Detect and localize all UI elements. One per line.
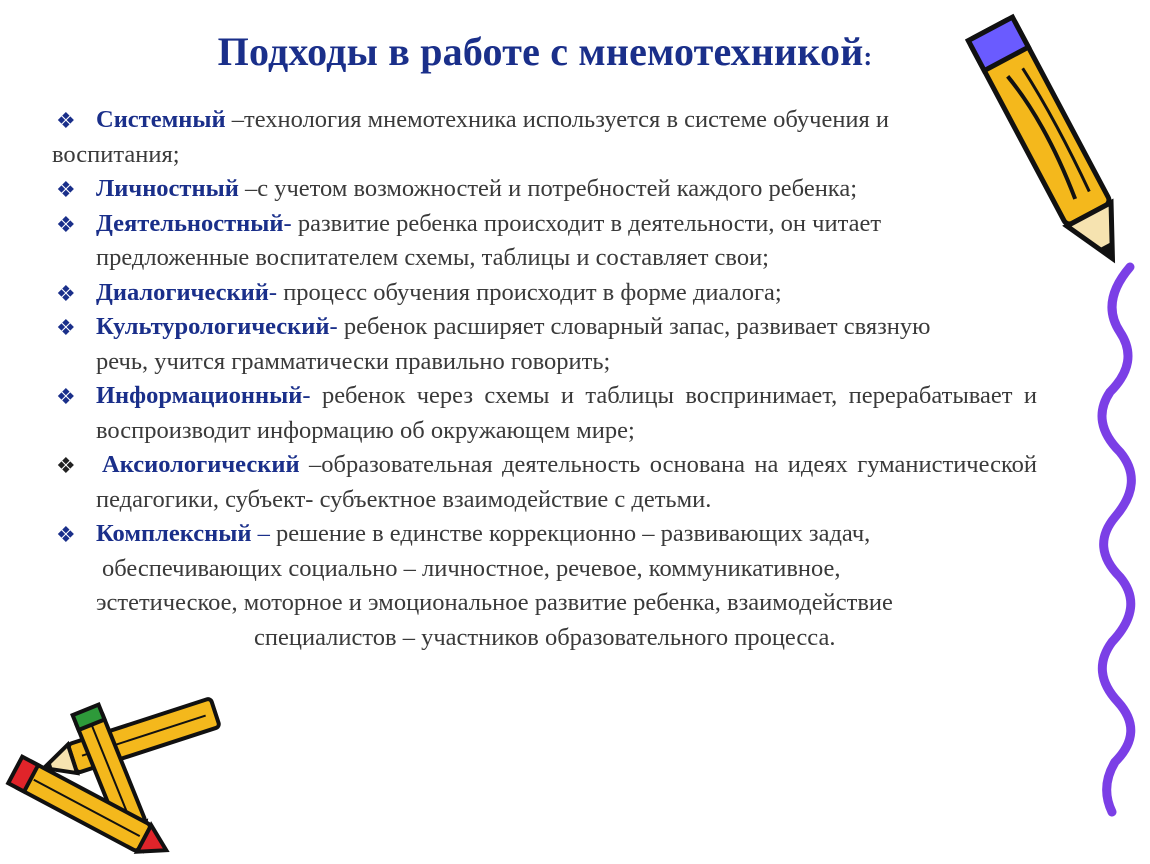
slide-title [0,28,1090,75]
slide-title-colon: : [863,42,873,71]
text-cultural: ребенок расширяет словарный запас, развивает связную речь, учится грамматически правильно говорить; [96,313,931,375]
dash-dialogic: - [268,278,284,306]
term-complex: Комплексный [96,520,252,547]
list-item-cultural [52,310,976,379]
list-item-informational [52,379,1037,448]
dash-informational: - [302,382,322,409]
bullet-diamond-icon: ❖ [56,211,76,237]
term-informational: Информационный [96,382,303,409]
dash-systemic: – [225,106,245,133]
bullet-diamond-icon: ❖ [56,522,76,547]
list-item-complex [52,517,1037,552]
text-personal: с учетом возможностей и потребностей каждого ребенка; [257,175,858,202]
text-axiological: –образовательная деятельность основана на идеях гуманистической педагогики, субъект- субъектное взаимодействие с детьми. [96,451,1038,513]
text-activity: развитие ребенка происходит в деятельности, он читает предложенные воспитателем схемы, таблицы и составляет свои; [96,209,882,271]
bullet-diamond-icon: ❖ [56,108,76,133]
text-complex: решение в единстве коррекционно – развивающих задач, [276,520,871,547]
complex-line-1: обеспечивающих социально – личностное, речевое, коммуникативное, [102,554,841,582]
dash-cultural: - [329,313,344,340]
term-axiological: Аксиологический [102,451,300,478]
list-item-systemic [52,103,1012,172]
term-cultural: Культурологический [96,313,330,340]
list-item-personal [52,172,1037,207]
squiggle-line-icon [1090,262,1150,822]
term-dialogic: Диалогический [96,278,269,306]
bullet-diamond-icon: ❖ [56,453,76,478]
term-activity: Деятельностный [96,209,284,237]
bullet-diamond-icon: ❖ [56,280,76,306]
list-item-axiological [52,448,1037,517]
list-item-dialogic [52,276,1037,311]
text-systemic: технология мнемотехника используется в системе обучения и воспитания; [52,106,890,168]
dash-axiological [300,451,309,478]
dash-personal: – [238,175,258,202]
list-item-activity [52,207,1026,276]
slide-title-text: Подходы в работе с мнемотехникой [217,29,864,74]
pencils-group-icon [0,690,240,860]
bullet-diamond-icon: ❖ [56,315,76,340]
pencil-icon [965,4,1135,279]
text-informational: ребенок через схемы и таблицы воспринимает, перерабатывает и воспроизводит информацию об окружающем мире; [96,382,1037,444]
bullet-diamond-icon: ❖ [56,177,76,202]
complex-line-2: эстетическое, моторное и эмоциональное развитие ребенка, взаимодействие [96,589,893,616]
text-dialogic: процесс обучения происходит в форме диалога; [283,278,782,306]
dash-activity: - [283,209,298,237]
bullet-diamond-icon: ❖ [56,384,76,409]
term-personal: Личностный [96,175,239,202]
approaches-list [52,103,1037,655]
complex-line-3: специалистов – участников образовательного процесса. [254,623,836,651]
dash-complex: – [251,520,276,547]
term-systemic: Системный [96,106,226,133]
